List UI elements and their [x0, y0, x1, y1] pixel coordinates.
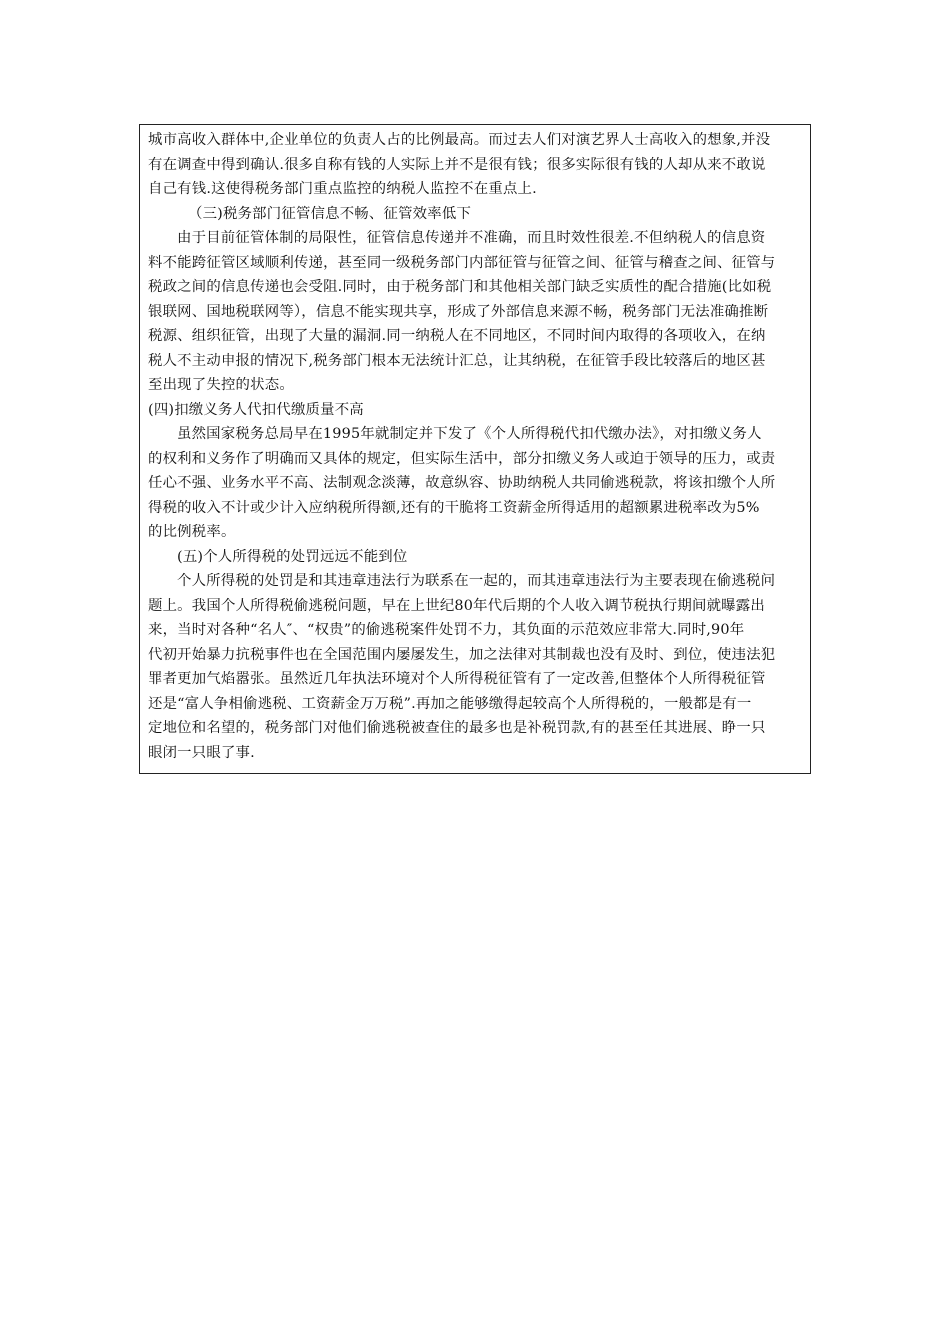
paragraph-line: 眼闭一只眼了事.: [148, 744, 255, 761]
paragraph-line: 城市高收入群体中,企业单位的负责人占的比例最高。而过去人们对演艺界人士高收入的想象,并没: [148, 132, 771, 148]
paragraph-line: 料不能跨征管区域顺利传递，甚至同一级税务部门内部征管与征管之间、征管与稽查之间、征管与: [148, 254, 776, 271]
paragraph-line: 的比例税率。: [148, 524, 236, 540]
document-text-box: [139, 124, 811, 774]
section-heading-5: (五)个人所得税的处罚远远不能到位: [177, 548, 408, 565]
paragraph-line: 由于目前征管体制的局限性，征管信息传递并不准确，而且时效性很差.不但纳税人的信息资: [177, 230, 766, 246]
paragraph-line: 税人不主动申报的情况下,税务部门根本无法统计汇总，让其纳税，在征管手段比较落后的地区甚: [148, 352, 766, 369]
paragraph-line: 虽然国家税务总局早在1995年就制定并下发了《个人所得税代扣代缴办法》，对扣缴义务人: [177, 426, 762, 442]
paragraph-line: 个人所得税的处罚是和其违章违法行为联系在一起的，而其违章违法行为主要表现在偷逃税问: [177, 573, 776, 589]
paragraph-line: 得税的收入不计或少计入应纳税所得额,还有的干脆将工资薪金所得适用的超额累进税率改为5%: [148, 499, 760, 516]
paragraph-line: 任心不强、业务水平不高、法制观念淡薄，故意纵容、协助纳税人共同偷逃税款，将该扣缴个人所: [148, 475, 776, 491]
paragraph-line: 题上。我国个人所得税偷逃税问题，早在上世纪80年代后期的个人收入调节税执行期间就曝露出: [148, 597, 765, 614]
paragraph-line: 有在调查中得到确认.很多自称有钱的人实际上并不是很有钱；很多实际很有钱的人却从来不敢说: [148, 156, 766, 173]
paragraph-line: 代初开始暴力抗税事件也在全国范围内屡屡发生，加之法律对其制裁也没有及时、到位，使违法犯: [148, 646, 776, 663]
paragraph-line: 银联网、国地税联网等），信息不能实现共享，形成了外部信息来源不畅，税务部门无法准确推断: [148, 303, 769, 320]
paragraph-line: 罪者更加气焰嚣张。虽然近几年执法环境对个人所得税征管有了一定改善,但整体个人所得税征管: [148, 671, 766, 687]
section-heading-4: (四)扣缴义务人代扣代缴质量不高: [148, 401, 364, 418]
paragraph-line: 税政之间的信息传递也会受阻.同时，由于税务部门和其他相关部门缺乏实质性的配合措施(比如税: [148, 279, 772, 295]
paragraph-line: 还是“富人争相偷逃税、工资薪金万万税”.再加之能够缴得起较高个人所得税的，一般都是有一: [148, 695, 752, 712]
paragraph-line: 至出现了失控的状态。: [148, 377, 294, 393]
paragraph-line: 定地位和名望的，税务部门对他们偷逃税被查住的最多也是补税罚款,有的甚至任其进展、睁一只: [148, 720, 766, 736]
section-heading-3: （三)税务部门征管信息不畅、征管效率低下: [188, 205, 472, 222]
paragraph-line: 自己有钱.这使得税务部门重点监控的纳税人监控不在重点上.: [148, 181, 537, 197]
paragraph-line: 的权利和义务作了明确而又具体的规定，但实际生活中，部分扣缴义务人或迫于领导的压力，或责: [148, 450, 776, 467]
paragraph-line: 税源、组织征管，出现了大量的漏洞.同一纳税人在不同地区，不同时间内取得的各项收入，在纳: [148, 328, 766, 344]
paragraph-line: 来，当时对各种“名人″、“权贵”的偷逃税案件处罚不力，其负面的示范效应非常大.同时,90年: [148, 622, 745, 638]
